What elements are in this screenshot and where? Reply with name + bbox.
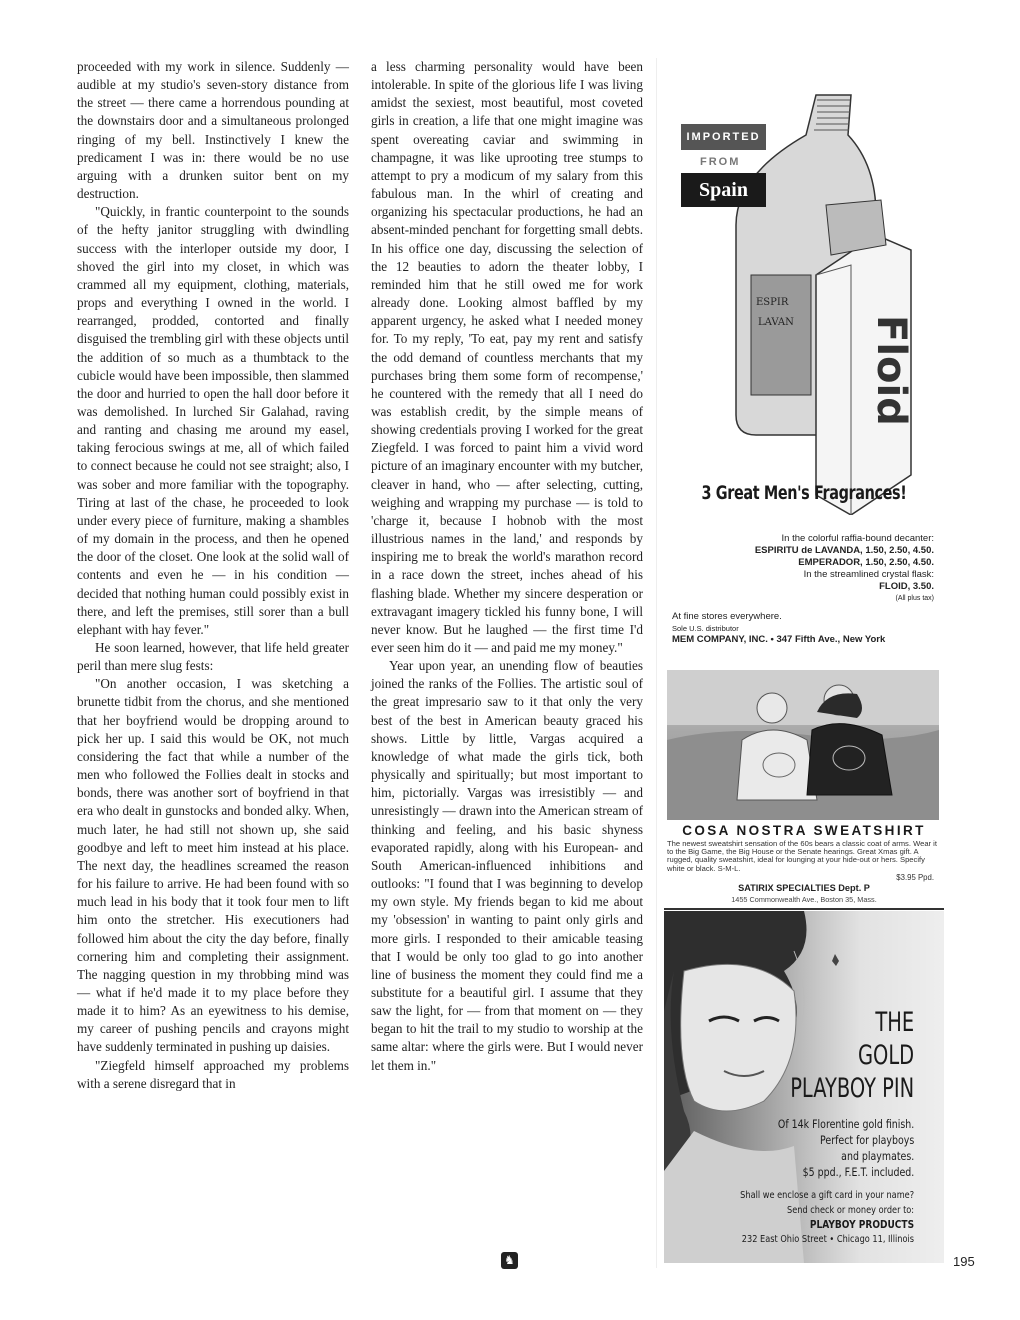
detail-line: (All plus tax) (895, 595, 934, 602)
pin-text-line: Perfect for playboys (819, 1133, 914, 1147)
company-line: MEM COMPANY, INC. • 347 Fifth Ave., New York (672, 634, 886, 645)
floid-details (694, 533, 934, 605)
pin-title (790, 1006, 914, 1105)
pin-order-line: Shall we enclose a gift card in your name? (740, 1190, 914, 1201)
paragraph: "Quickly, in frantic counterpoint to the sounds of the hefty janitor struggling with dwindling success with the interloper outside my door, I shoved the girl into my closet, in which was crammed all my equipment, clothing, materials, props and everything I owned in the world. I rearranged, prodded, contorted and finally disguised the trembling girl with these objects until the addition of so much as a thumbtack to the cubicle would have been impossible, then slammed the door and hurried to open the hall door before it was demolished. In lurched Sir Galahad, raving and ranting and chasing me around my easel, taking ferocious swings at me, all of which failed to connect because he could not see straight; also, I was sober and more familiar with the topography. Tiring at last of the chase, he proceeded to look under every piece of furniture, making a shambles of my domain in the process, and then he opened the door of the closet. One look at the solid wall of contents and even he — in his condition — decided that nothing human could possibly exist in there, and left the premises, still sorer than a bull elephant with hay fever." (77, 204, 349, 637)
floid-label: Floid (868, 315, 914, 426)
couple-photo (667, 670, 939, 820)
imported-label: IMPORTED (681, 124, 766, 150)
end-mark-icon: ♞ (501, 1252, 518, 1269)
detail-line: In the colorful raffia-bound decanter: (781, 533, 934, 544)
detail-line: FLOID, 3.50. (879, 581, 934, 592)
article-column-2 (371, 58, 643, 1075)
distributor-line: Sole U.S. distributor (672, 623, 739, 633)
pin-order-info (740, 1189, 914, 1247)
svg-text:ESPIR: ESPIR (756, 297, 789, 308)
detail-line: EMPERADOR, 1.50, 2.50, 4.50. (798, 557, 934, 568)
paragraph: a less charming personality would have been intolerable. In spite of the glorious life I was living amidst the sexiest, most beautiful, most coveted girls in creation, a life that one might imagine was spent overeating caviar and swimming in champagne, it was like uprooting tree stumps to attempt to pry a modicum of my salary from this fabulous man. In the whirl of creating and organizing his spectacular productions, he had an absent-minded penchant for forgetting small debts. In his office one day, discussing the selection of the 12 beauties to adorn the theater lobby, I reminded him that he still owed me for work already done. Looking almost baffled by my apparent urgency, he asked what I needed money for. To my reply, 'To eat, pay my rent and satisfy the odd demand of countless merchants that my purchases bring them some form of recompense,' he countered with the remedy that all I need do was establish credit, by the simple means of showing credentials proving I worked for the great Ziegfeld. I was forced to paint him a vivid word picture of an imaginary encounter with my butcher, cleaver in hand, who — after selecting, cutting, weighing and wrapping my purchase — is told to 'charge it, because I hobnob with the most illustrious names in the land,' and responds by inspiring me to break the world's marathon record in a race down the street, inches ahead of his flashing blade. Whether my sincere desperation or extravagant imagery tickled his funny bone, I will never know. But he laughed — the first time I'd ever seen him do it — and paid me my money." (371, 59, 643, 655)
pin-text-line: $5 ppd., F.E.T. included. (802, 1165, 914, 1179)
cosa-address: 1455 Commonwealth Ave., Boston 35, Mass. (731, 895, 877, 904)
floid-ad[interactable] (664, 55, 944, 665)
pin-text-line: Of 14k Florentine gold finish. (777, 1117, 914, 1131)
ad-divider (664, 908, 944, 910)
column-gutter (656, 58, 657, 1268)
pin-text-line: and playmates. (840, 1149, 914, 1163)
detail-line: ESPIRITU de LAVANDA, 1.50, 2.50, 4.50. (754, 545, 934, 556)
paragraph: proceeded with my work in silence. Suddenly — audible at my studio's seven-story distance from the street — there came a horrendous pounding at the downstairs door and a simultaneous prolonged ringing of my bell. Instinctively I knew the predicament I was in: there would be no use arguing with a drunken suitor bent on my destruction. (77, 59, 349, 202)
floid-stores (672, 611, 942, 646)
paragraph: He soon learned, however, that life held greater peril than mere slug fests: (77, 640, 349, 674)
from-label: FROM (700, 156, 741, 168)
cosa-price: $3.95 Ppd. (896, 873, 934, 882)
pin-title-line: GOLD (857, 1040, 914, 1071)
paragraph: Year upon year, an unending flow of beauties joined the ranks of the Follies. The artistic soul of the great impresario saw to it that only the very best of the best in American beauty graced his shows. Little by little, Vargas acquired a knowledge of what made the girls tick, both physically and spiritually; but most important to him, pictorially. Vargas was irresistibly — and unresistingly — drawn into the American stream of thinking and feeling, and his basic shyness evaporated rapidly, along with his European- and South American-influenced inhibitions and outlooks: "I found that I was beginning to develop my own style. My friends began to kid me about my 'obsession' in wanting to paint only girls and more girls. I responded to their amicable teasing that I would be only too glad to go into another line of business the moment they could find me a substitute for a beautiful girl. I assume that they saw the light, for — from that moment on — they began to hit the trail to my studio to worship at the same altar: where the girls were. But I would never let them in." (371, 658, 643, 1073)
spain-label: Spain (681, 173, 766, 207)
floid-headline: 3 Great Men's Fragrances! (701, 483, 907, 504)
pin-order-address: 232 East Ohio Street • Chicago 11, Illinois (741, 1233, 914, 1245)
pin-order-company: PLAYBOY PRODUCTS (809, 1218, 914, 1231)
playboy-pin-ad[interactable] (664, 911, 944, 1263)
pin-title-line: PLAYBOY PIN (790, 1073, 914, 1104)
pin-title-line: THE (875, 1007, 914, 1038)
pin-order-line: Send check or money order to: (786, 1204, 914, 1216)
page-number: 195 (953, 1254, 975, 1269)
detail-line: In the streamlined crystal flask: (803, 569, 934, 580)
pin-description (778, 1116, 914, 1180)
couple-illustration (667, 670, 939, 820)
cosa-title: COSA NOSTRA SWEATSHIRT (682, 823, 926, 838)
svg-text:LAVAN: LAVAN (758, 317, 794, 328)
paragraph: "On another occasion, I was sketching a brunette tidbit from the chorus, and she mentioned that her boyfriend would be dropping around to pick her up. I said this would be OK, not much considering the fact that while a number of the men who followed the Follies dealt in stocks and bonds, there was another sort of boyfriend in that era who dealt in gunstocks and bonded alky. When, much later, he had still not shown up, she said goodbye and left to meet him instead at his place. The next day, the headlines screamed the reason for his failure to arrive. He had been found with so much lead in his body that it took four men to lift him onto the stretcher. His executioners had followed him about the city the day before, finally cornering him and completing their assignment. The nagging question in my throbbing mind was — what if he'd made it to my place before they made it to him? As an eyewitness to his demise, my career of pushing pencils and crayons might have suddenly terminated in pushing up daisies. (77, 676, 349, 1055)
cosa-body: The newest sweatshirt sensation of the 60s bears a classic coat of arms. Wear it to the Big Game, the Big House or the Senate hearings. Great Xmas gift. A rugged, quality sweatshirt, ideal for lounging at your hide-out or hers. Specify white or black. S-M-L. (667, 839, 937, 873)
article-column-1 (77, 58, 349, 1093)
cosa-nostra-ad[interactable] (664, 670, 944, 910)
stores-line: At fine stores everywhere. (672, 611, 782, 622)
cosa-company: SATIRIX SPECIALTIES Dept. P (738, 883, 870, 893)
paragraph: "Ziegfeld himself approached my problems with a serene disregard that in (77, 1057, 349, 1091)
